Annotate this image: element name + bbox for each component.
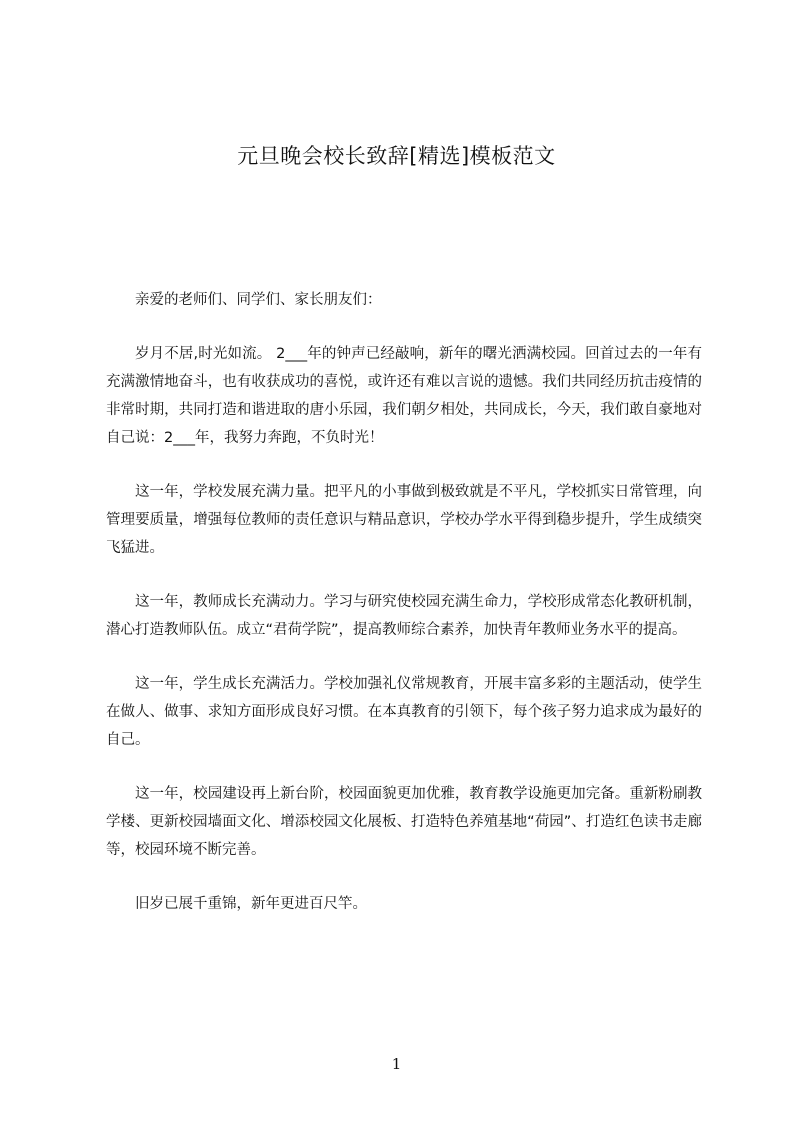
paragraph-new-year: 岁月不居,时光如流。 2___年的钟声已经敲响，新年的曙光洒满校园。回首过去的一年有充满激情地奋斗，也有收获成功的喜悦，或许还有难以言说的遗憾。我们共同经历抗击疫情的非常时期，共同打造和谐进取的唐小乐园，我们朝夕相处，共同成长，今天，我们敢自豪地对自己说：2___年，我努力奔跑，不负时光！ — [106, 346, 702, 446]
document-body — [106, 286, 702, 918]
paragraph-greeting: 亲爱的老师们、同学们、家长朋友们： — [135, 292, 382, 308]
page-number: 1 — [391, 1055, 402, 1073]
paragraph-school-development: 这一年，学校发展充满力量。把平凡的小事做到极致就是不平凡，学校抓实日常管理，向管理要质量，增强每位教师的责任意识与精品意识，学校办学水平得到稳步提升，学生成绩突飞猛进。 — [106, 484, 702, 556]
document-title: 元旦晚会校长致辞[精选]模板范文 — [237, 144, 556, 168]
paragraph-campus-construction: 这一年，校园建设再上新台阶，校园面貌更加优雅，教育教学设施更加完备。重新粉刷教学楼、更新校园墙面文化、增添校园文化展板、打造特色养殖基地“荷园”、打造红色读书走廊等，校园环境不断完善。 — [106, 786, 702, 858]
paragraph-student-growth: 这一年，学生成长充满活力。学校加强礼仪常规教育，开展丰富多彩的主题活动，使学生在做人、做事、求知方面形成良好习惯。在本真教育的引领下，每个孩子努力追求成为最好的自己。 — [106, 676, 702, 748]
paragraph-closing: 旧岁已展千重锦，新年更进百尺竿。 — [135, 896, 367, 912]
paragraph-teacher-growth: 这一年，教师成长充满动力。学习与研究使校园充满生命力，学校形成常态化教研机制，潜心打造教师队伍。成立“君荷学院”，提高教师综合素养，加快青年教师业务水平的提高。 — [106, 594, 702, 638]
